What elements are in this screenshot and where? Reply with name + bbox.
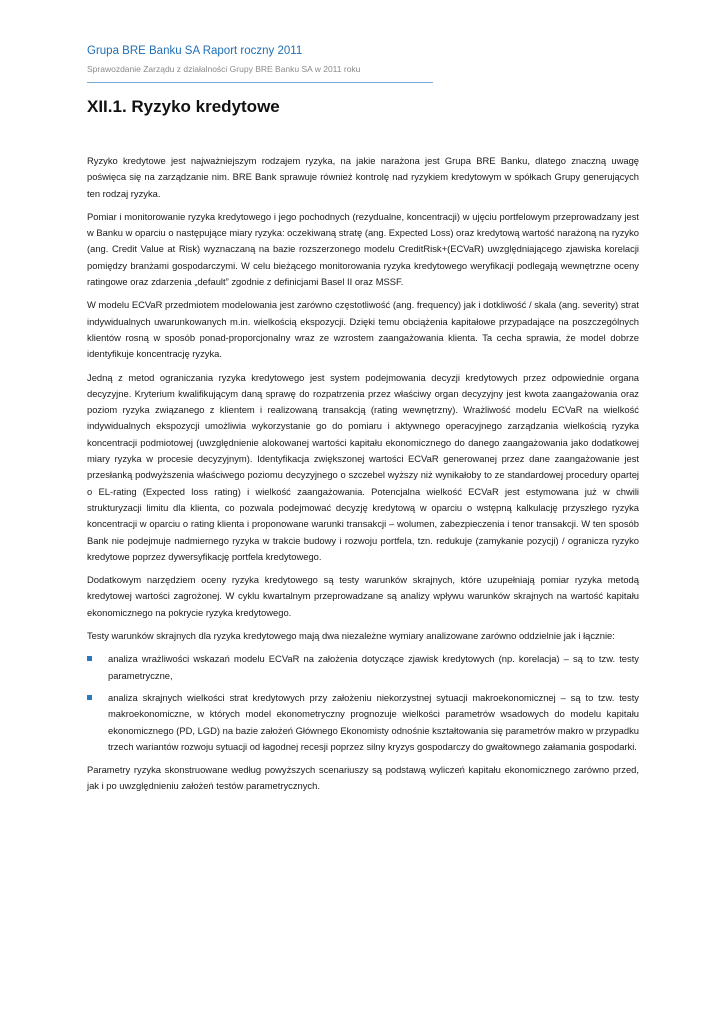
square-bullet-icon xyxy=(87,695,92,700)
paragraph-closing: Parametry ryzyka skonstruowane według powyższych scenariuszy są podstawą wyliczeń kapitału ekonomicznego zarówno przed, jak i po uwzględnieniu założeń testów parametrycznych. xyxy=(87,764,639,792)
paragraph-ecvar-model: W modelu ECVaR przedmiotem modelowania jest zarówno częstotliwość (ang. frequency) jak i dotkliwość / skala (ang. severity) strat indywidualnych uwarunkowanych m.in. wielkością ekspozycji. Dzięki temu obciążenia kapitałowe przypadające na poszczególnych klientów rosną w sposób ponad-proporcjonalny wraz ze wzrostem zaangażowania klienta. Ta cecha sprawia, że model dobrze identyfikuje koncentrację ryzyka. xyxy=(87,299,639,360)
list-item xyxy=(87,651,639,684)
stress-test-list xyxy=(87,651,639,755)
header-divider xyxy=(87,82,433,83)
list-item-text: analiza skrajnych wielkości strat kredytowych przy założeniu niekorzystnej sytuacji makroekonomicznej – są to tzw. testy makroekonomiczne, w których model ekonometryczny prognozuje wielkości parametrów wsadowych do modelu kapitału ekonomicznego (PD, LGD) na bazie założeń Głównego Ekonomisty odnośnie kształtowania się parametrów makro w przypadku trzech wariantów rozwoju sytuacji od łagodnej recesji poprzez silny kryzys gospodarczy do gwałtownego załamania gospodarki. xyxy=(108,691,639,752)
page-header xyxy=(87,44,433,83)
paragraph-intro: Ryzyko kredytowe jest najważniejszym rodzajem ryzyka, na jakie narażona jest Grupa BRE Banku, dlatego znaczną uwagę poświęca się na zarządzanie nim. BRE Bank sprawuje również kontrolę nad ryzykiem kredytowym w spółkach Grupy generujących ten rodzaj ryzyka. xyxy=(87,155,639,199)
paragraph-stress-dimensions: Testy warunków skrajnych dla ryzyka kredytowego mają dwa niezależne wymiary analizowane zarówno oddzielnie jak i łącznie: xyxy=(87,630,615,642)
report-subtitle: Sprawozdanie Zarządu z działalności Grupy BRE Banku SA w 2011 roku xyxy=(87,64,361,74)
list-item xyxy=(87,690,639,755)
paragraph-stress-tests: Dodatkowym narzędziem oceny ryzyka kredytowego są testy warunków skrajnych, które uzupełniają pomiar ryzyka metodą kredytowej wartości zagrożonej. W cyklu kwartalnym przeprowadzane są analizy wpływu warunków skrajnych na wartość kapitału ekonomicznego na pokrycie ryzyka kredytowego. xyxy=(87,574,639,618)
section-title: XII.1. Ryzyko kredytowe xyxy=(87,97,280,116)
list-item-text: analiza wrażliwości wskazań modelu ECVaR na założenia dotyczące zjawisk kredytowych (np. korelacja) – są to tzw. testy parametryczne, xyxy=(108,653,639,681)
paragraph-measurement: Pomiar i monitorowanie ryzyka kredytowego i jego pochodnych (rezydualne, koncentracji) w ujęciu portfelowym przeprowadzany jest w Banku w oparciu o następujące miary ryzyka: oczekiwaną stratę (ang. Expected Loss) oraz kredytową wartość narażoną na ryzyko (ang. Credit Value at Risk) wyznaczaną na bazie rozszerzonego modelu CreditRisk+(ECVaR) uwzględniającego zjawiska korelacji pomiędzy branżami gospodarczymi. W celu bieżącego monitorowania ryzyka kredytowego weryfikacji podlegają wewnętrzne oceny ratingowe oraz zdarzenia „default” zgodnie z definicjami Basel II oraz MSSF. xyxy=(87,210,639,288)
report-title: Grupa BRE Banku SA Raport roczny 2011 xyxy=(87,45,303,57)
document-body xyxy=(87,153,639,802)
square-bullet-icon xyxy=(87,656,92,661)
paragraph-credit-decisions: Jedną z metod ograniczania ryzyka kredytowego jest system podejmowania decyzji kredytowych przez odpowiednie organa decyzyjne. Kryterium kwalifikującym daną sprawę do rozpatrzenia przez właściwy organ decyzyjny jest kwota zaangażowania oraz poziom ryzyka związanego z klientem i realizowaną transakcją (rating wewnętrzny). Wrażliwość modelu ECVaR na wielkość indywidualnych ekspozycji umożliwia wykorzystanie go do pomiaru i aktywnego operacyjnego zarządzania wielkością ryzyka koncentracji podmiotowej (uwzględnienie alokowanej wartości kapitału ekonomicznego do danego zaangażowania jako dodatkowej miary ryzyka w procesie decyzyjnym). Identyfikacja zwiększonej wartości ECVaR generowanej przez dane zaangażowanie jest przesłanką podwyższenia właściwego poziomu decyzyjnego o szczebel wyższy niż wynikałoby to ze standardowej procedury opartej o EL-rating (Expected loss rating) i wielkość zaangażowania. Potencjalna wielkość ECVaR jest estymowana już w chwili strukturyzacji limitu dla klienta, co pozwala podejmować decyzję kredytową w oparciu o wstępną kalkulację przyszłego ryzyka koncentracji w oparciu o rating klienta i proponowane warunki transakcji – wolumen, zabezpieczenia i tenor transakcji. W ten sposób Bank nie podejmuje nadmiernego ryzyka w trakcie budowy i rozwoju portfela, tzn. redukuje (zamykanie pozycji) / ogranicza ryzyko kredytowe poprzez dywersyfikację portfela kredytowego. xyxy=(87,371,639,562)
